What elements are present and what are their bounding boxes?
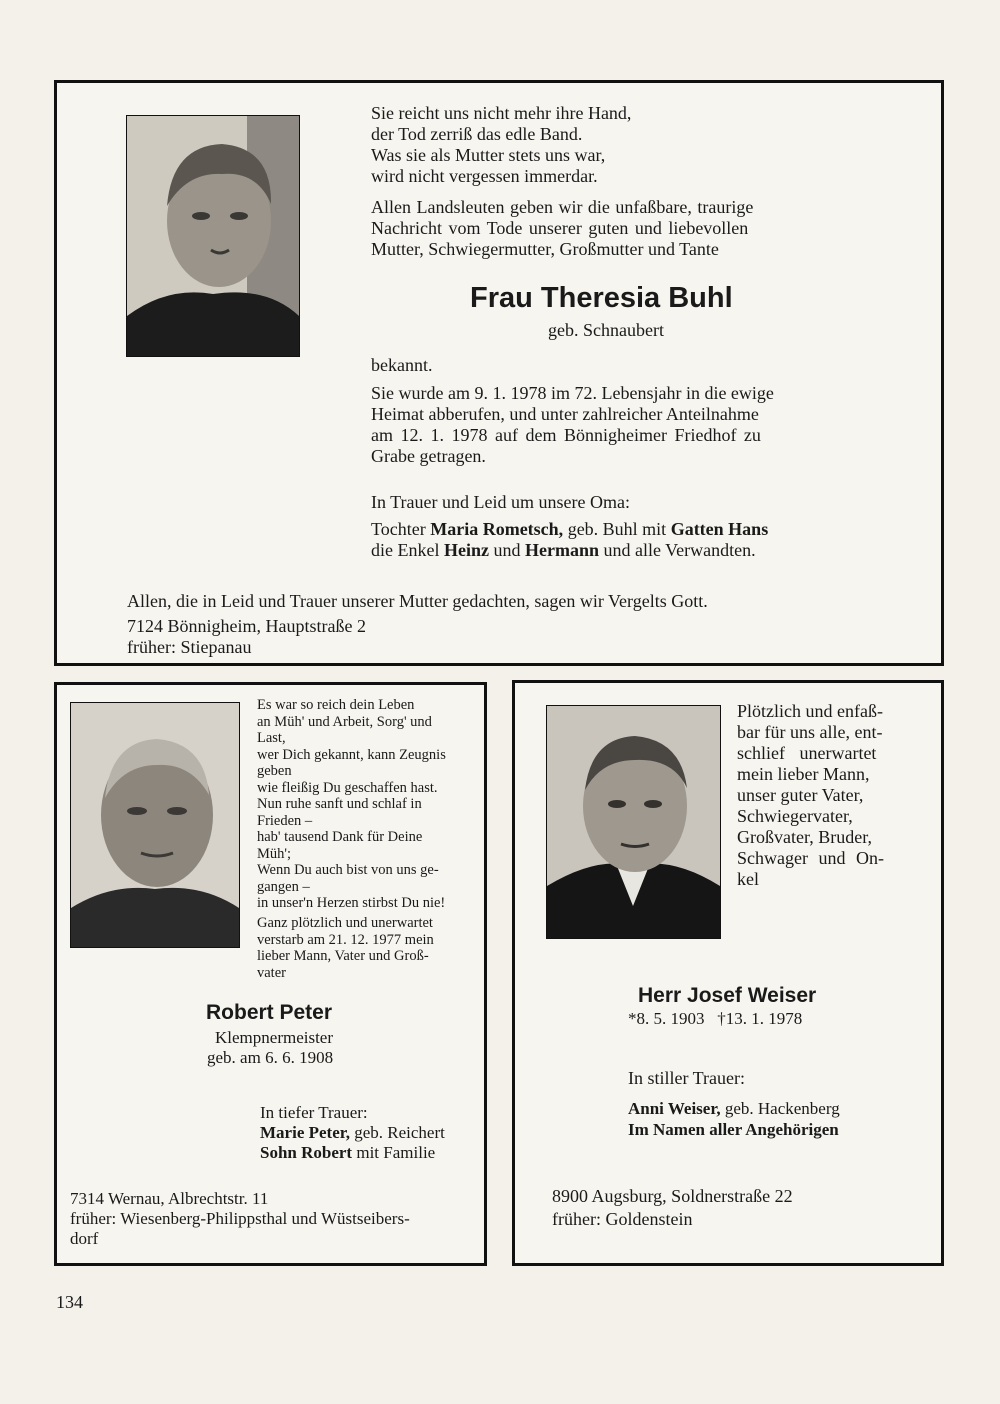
mourning-intro: In stiller Trauer: [628,1068,745,1088]
address: 8900 Augsburg, Soldnerstraße 22 [552,1186,793,1206]
address: 7314 Wernau, Albrechtstr. 11 [70,1189,269,1208]
obituary-josef-weiser [512,680,944,1266]
notice-line: Schwiegervater, [737,806,853,826]
mourning-intro: In tiefer Trauer: [260,1103,368,1122]
portrait-photo-josef-weiser [546,705,721,939]
occupation: Klempnermeister [215,1028,334,1047]
poem-line: Müh'; [257,845,292,862]
notice-line: bar für uns alle, ent- [737,722,883,742]
notice-line: verstarb am 21. 12. 1977 mein [257,931,434,948]
announcement-line: Nachricht vom Tode unserer guten und liebevollen [371,218,749,238]
poem-line: geben [257,763,292,779]
poem-line: Frieden – [257,812,313,829]
page-number: 134 [56,1292,83,1312]
notice-line: unser guter Vater, [737,785,864,805]
notice-line: Plötzlich und enfaß- [737,701,883,721]
life-dates: *8. 5. 1903 †13. 1. 1978 [628,1009,803,1028]
poem-line: Was sie als Mutter stets uns war, [371,145,606,165]
notice-line: vater [257,964,286,981]
poem-line: gangen – [257,878,310,895]
details-line: Grabe getragen. [371,446,486,466]
thanks-text: Allen, die in Leid und Trauer unserer Mutter gedachten, sagen wir Vergelts Gott. [127,591,708,611]
mourner-line: Marie Peter, geb. Reichert [260,1123,445,1142]
mourner-line: die Enkel Heinz und Hermann und alle Verwandten. [371,540,756,560]
details-line: Sie wurde am 9. 1. 1978 im 72. Lebensjahr in die ewige [371,383,774,403]
poem-line: Nun ruhe sanft und schlaf in [257,796,422,812]
notice-line: Ganz plötzlich und unerwartet [257,915,433,931]
poem-line: Wenn Du auch bist von uns ge- [257,862,439,878]
mourner-line: Tochter Maria Rometsch, geb. Buhl mit Gatten Hans [371,519,769,539]
former-residence: dorf [70,1229,99,1248]
deceased-name: Herr Josef Weiser [638,984,817,1007]
poem-line: an Müh' und Arbeit, Sorg' und [257,713,432,730]
address: 7124 Bönnigheim, Hauptstraße 2 [127,616,366,636]
notice-line: lieber Mann, Vater und Groß- [257,948,429,964]
obituary-robert-peter [54,682,487,1266]
poem-line: wie fleißig Du geschaffen hast. [257,779,438,796]
deceased-name: Frau Theresia Buhl [470,282,733,314]
mourner-line: Anni Weiser, geb. Hackenberg [628,1099,840,1118]
bekannt-text: bekannt. [371,355,433,375]
poem-line: Sie reicht uns nicht mehr ihre Hand, [371,103,632,123]
deceased-name: Robert Peter [206,1001,333,1024]
maiden-name: geb. Schnaubert [548,320,664,340]
mourner-line: Sohn Robert mit Familie [260,1143,436,1162]
portrait-photo-theresia-buhl [126,115,300,357]
portrait-photo-robert-peter [70,702,240,948]
notice-line: schlief unerwartet [737,743,877,763]
poem-line: Es war so reich dein Leben [257,697,415,713]
former-residence: früher: Stiepanau [127,637,252,657]
birth-date: geb. am 6. 6. 1908 [207,1048,334,1067]
former-residence: früher: Goldenstein [552,1209,693,1229]
former-residence: früher: Wiesenberg-Philippsthal und Wüstseibers- [70,1209,410,1228]
details-line: am 12. 1. 1978 auf dem Bönnigheimer Friedhof zu [371,425,761,445]
poem-line: in unser'n Herzen stirbst Du nie! [257,895,446,911]
poem-line: hab' tausend Dank für Deine [257,829,423,845]
poem-line: Last, [257,730,286,746]
announcement-line: Mutter, Schwiegermutter, Großmutter und Tante [371,239,719,259]
poem-line: der Tod zerriß das edle Band. [371,124,583,144]
details-line: Heimat abberufen, und unter zahlreicher Anteilnahme [371,404,759,424]
announcement-line: Allen Landsleuten geben wir die unfaßbare, traurige [371,197,754,217]
mourning-intro: In Trauer und Leid um unsere Oma: [371,492,630,512]
poem-line: wer Dich gekannt, kann Zeugnis [257,746,446,763]
notice-line: mein lieber Mann, [737,764,870,784]
notice-line: Großvater, Bruder, [737,827,873,847]
mourner-line: Im Namen aller Angehörigen [628,1120,839,1139]
notice-line: Schwager und On- [737,848,884,868]
obituary-theresia-buhl [54,80,944,666]
poem-line: wird nicht vergessen immerdar. [371,166,598,186]
notice-line: kel [737,869,759,889]
